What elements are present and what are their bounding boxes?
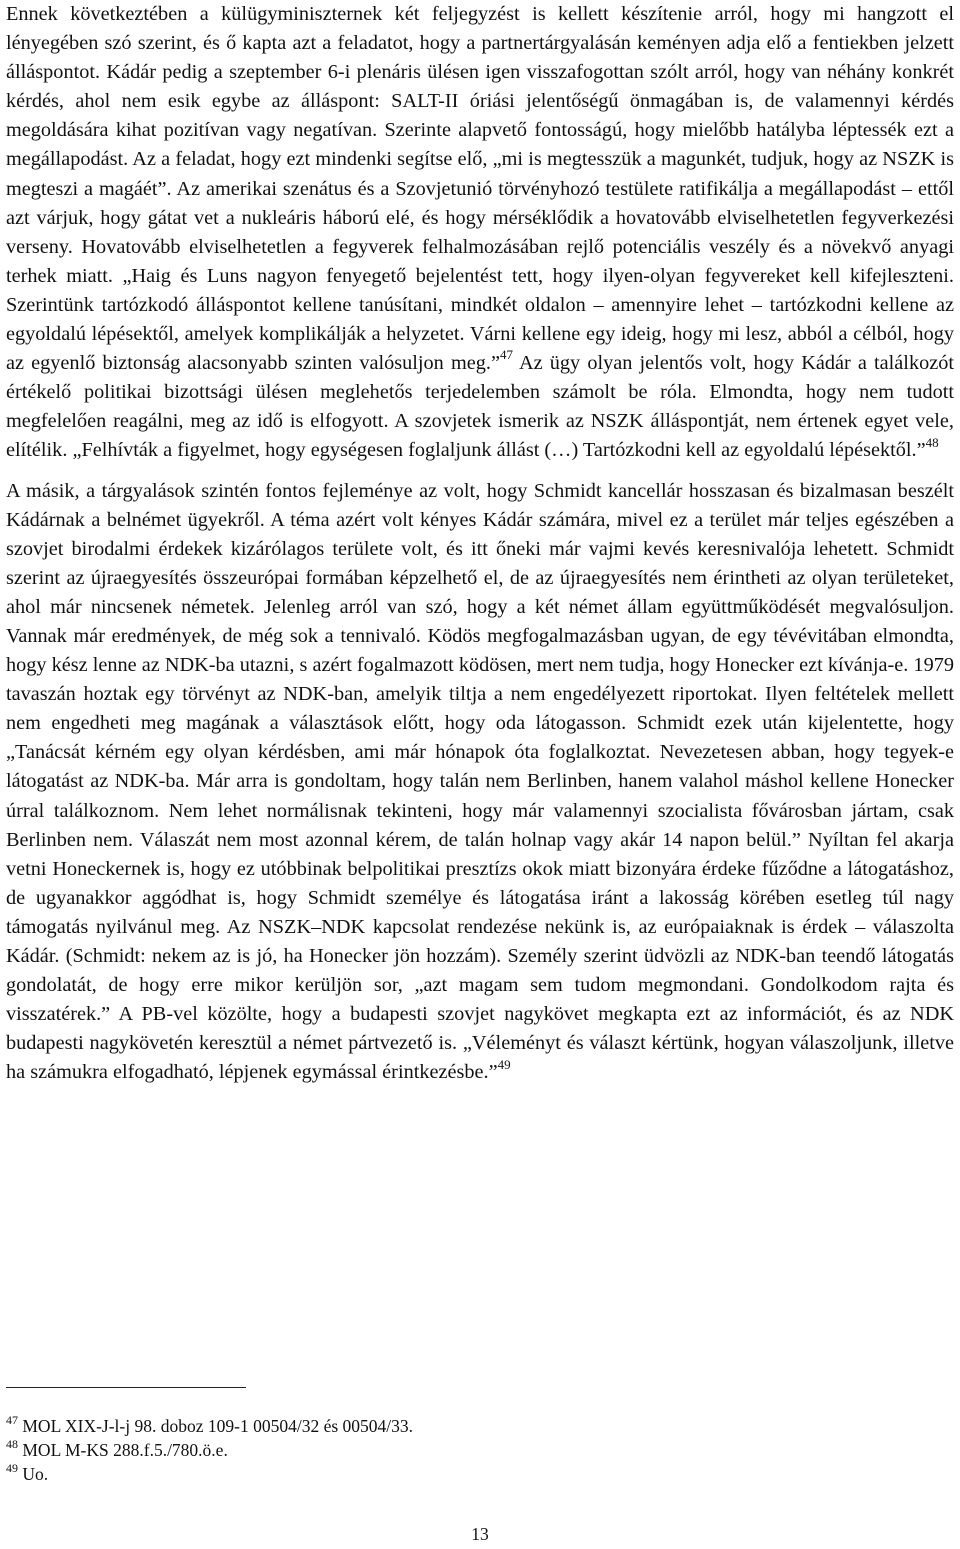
- footnote-text: MOL XIX-J-l-j 98. doboz 109-1 00504/32 és 00504/33.: [22, 1416, 414, 1436]
- paragraph: [6, 477, 954, 1088]
- footnote-ref: 47: [499, 347, 513, 363]
- footnote-number: 49: [6, 1461, 18, 1476]
- footnote-text: MOL M-KS 288.f.5./780.ö.e.: [22, 1440, 228, 1460]
- footnote: [6, 1438, 906, 1462]
- paragraph: [6, 0, 954, 466]
- paragraph-text: A másik, a tárgyalások szintén fontos fejleménye az volt, hogy Schmidt kancellár hosszasan és bizalmasan beszélt Kádárnak a belnémet ügyekről. A téma azért volt kényes Kádár számára, mivel ez a terület már teljes egészében a szovjet birodalmi érdekek kizárólagos területe volt, és itt őneki már vajmi kevés keresnivalója lehetett. Schmidt szerint az újraegyesítés összeurópai formában képzelhető el, de az újraegyesítés nem érintheti az olyan területeket, ahol már nincsenek németek. Jelenleg arról van szó, hogy a két német állam együttműködését megvalósuljon. Vannak már eredmények, de még sok a tennivaló. Ködös megfogalmazásban ugyan, de egy tévévitában elmondta, hogy kész lenne az NDK-ba utazni, s azért fogalmazott ködösen, mert nem tudja, hogy Honecker ezt kívánja-e. 1979 tavaszán hoztak egy törvényt az NDK-ban, amelyik tiltja a nem engedélyezett riportokat. Ilyen feltételek mellett nem engedheti meg magának a választások előtt, hogy oda látogasson. Schmidt ezek után kijelentette, hogy „Tanácsát kérném egy olyan kérdésben, ami már hónapok óta foglalkoztat. Nevezetesen abban, hogy tegyek-e látogatást az NDK-ba. Már arra is gondoltam, hogy talán nem Berlinben, hanem valahol máshol kellene Honecker úrral találkoznom. Nem lehet normálisnak tekinteni, hogy már valamennyi szocialista fővárosban jártam, csak Berlinben nem. Válaszát nem most azonnal kérem, de talán holnap vagy akár 14 napon belül.” Nyíltan fel akarja vetni Honeckernek is, hogy ez utóbbinak belpolitikai presztízs okok miatt bizonyára érdeke fűződne a látogatáshoz, de ugyanakkor aggódhat is, hogy Schmidt személye és látogatása iránt a lakosság körében esetleg túl nagy támogatás nyilvánul meg. Az NSZK–NDK kapcsolat rendezése nekünk is, az európaiaknak is érdek – válaszolta Kádár. (Schmidt: nekem az is jó, ha Honecker jön hozzám). Személy szerint üdvözli az NDK-ban teendő látogatás gondolatát, de hogy erre mikor kerüljön sor, „azt magam sem tudom megmondani. Gondolkodom rajta és visszatérek.” A PB-vel közölte, hogy a budapesti szovjet nagykövet megkapta ezt az információt, és az NDK budapesti nagykövetén keresztül a német pártvezető is. „Véleményt és választ kértünk, hogyan válaszoljunk, illetve ha számukra elfogadható, lépjenek egymással érintkezésbe.”: [6, 479, 954, 1084]
- footnote-number: 48: [6, 1437, 18, 1452]
- footnote-number: 47: [6, 1413, 18, 1428]
- footnotes: [6, 1414, 906, 1486]
- paragraph-text: Az ügy olyan jelentős volt, hogy Kádár a találkozót értékelő politikai bizottsági ülésen meglehetős terjedelemben számolt be róla. Elmondta, hogy nem tudott megfelelően reagálni, meg az idő is elfogyott. A szovjetek ismerik az NSZK álláspontját, nem értenek egyet vele, elítélik. „Felhívták a figyelmet, hogy egységesen foglaljunk állást (…) Tartózkodni kell az egyoldalú lépésektől.”: [6, 352, 955, 462]
- paragraph-text: Ennek következtében a külügyminiszternek két feljegyzést is kellett készítenie arról, hogy mi hangzott el lényegében szó szerint, és ő kapta azt a feladatot, hogy a partnertárgyalásán keményen adja elő a fentiekben jelzett álláspontot. Kádár pedig a szeptember 6-i plenáris ülésen igen visszafogottan szólt arról, hogy van néhány konkrét kérdés, ahol nem esik egybe az álláspont: SALT-II óriási jelentőségű önmagában is, de valamennyi kérdés megoldására kihat pozitívan vagy negatívan. Szerinte alapvető fontosságú, hogy mielőbb hatályba léptessék ezt a megállapodást. Az a feladat, hogy ezt mindenki segítse elő, „mi is megtesszük a magunkét, tudjuk, hogy az NSZK is megteszi a magáét”. Az amerikai szenátus és a Szovjetunió törvényhozó testülete ratifikálja a megállapodást – ettől azt várjuk, hogy gátat vet a nukleáris háború elé, és hogy mérséklődik a hovatovább elviselhetetlen fegyverkezési verseny. Hovatovább elviselhetetlen a fegyverek felhalmozásában rejlő potenciális veszély és a növekvő anyagi terhek miatt. „Haig és Luns nagyon fenyegető bejelentést tett, hogy ilyen-olyan fegyvereket kell kifejleszteni. Szerintünk tartózkodó álláspontot kellene tanúsítani, mindkét oldalon – amennyire lehet – tartózkodni kellene az egyoldalú lépésektől, amelyek komplikálják a helyzetet. Várni kellene egy ideig, hogy mi lesz, abból a célból, hogy az egyenlő biztonság alacsonyabb szinten valósuljon meg.”: [6, 3, 954, 375]
- footnote-separator: [6, 1387, 246, 1388]
- footnote-ref: 49: [497, 1056, 511, 1072]
- footnote: [6, 1414, 906, 1438]
- body-text: [6, 0, 954, 1087]
- page-number: 13: [471, 1524, 489, 1544]
- footnote-ref: 48: [925, 434, 939, 450]
- footnote: [6, 1462, 906, 1486]
- footnote-text: Uo.: [22, 1464, 49, 1484]
